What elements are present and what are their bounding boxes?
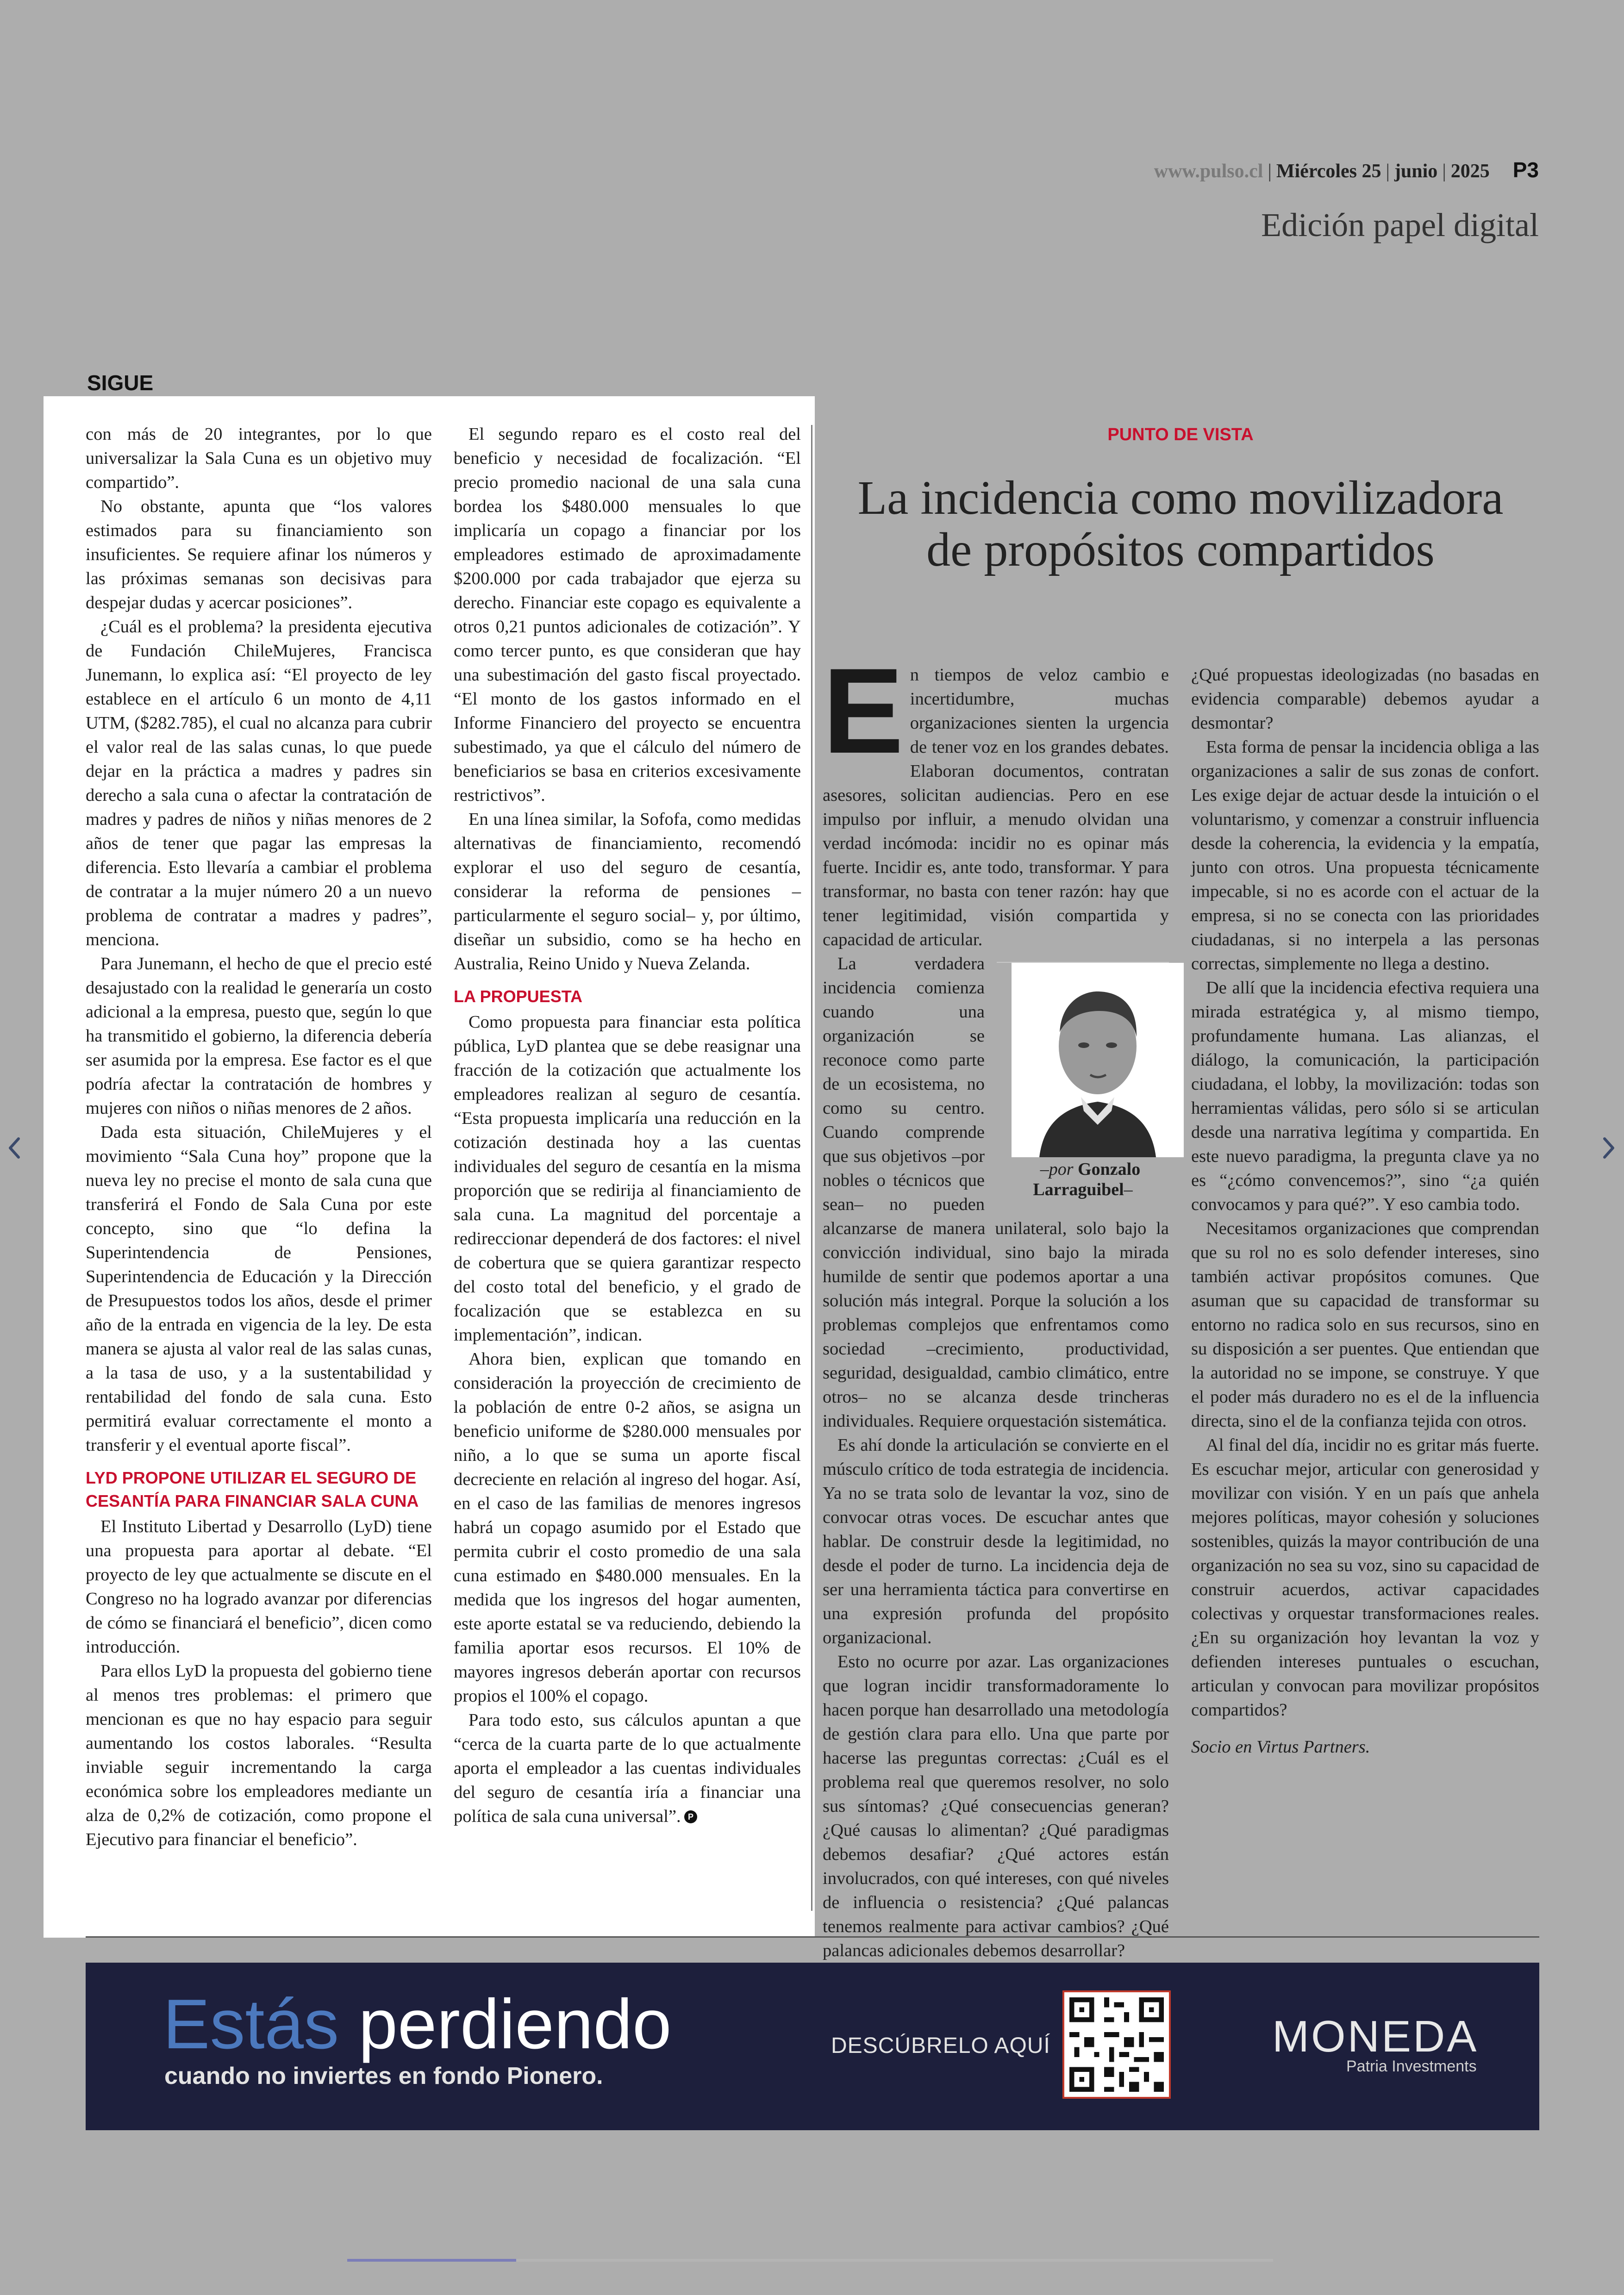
opinion-headline: La incidencia como movilizadora de propósitos compartidos (857, 471, 1504, 576)
chevron-right-icon (1595, 1129, 1623, 1166)
paragraph: Dada esta situación, ChileMujeres y el movimiento “Sala Cuna hoy” propone que la nueva ley no precise el monto de sala cuna que transferirá el Fondo de Sala Cuna por este concepto, sino que “lo defina la Superintendencia de Pensiones, Superintendencia de Educación y la Dirección de Presupuestos todos los años, desde el primer año de la entrada en vigencia de la ley. De esta manera se ajusta al valor real de las salas cunas, a la tasa de uso, y a la sustentabilidad y rentabilidad del fondo de sala cuna. Esto permitirá evaluar correctamente el monto a transferir y el eventual aporte fiscal”. (86, 1123, 432, 1455)
paragraph: El Instituto Libertad y Desarrollo (LyD) tiene una propuesta para aportar al debate. “El proyecto de ley que actualmente se discute en el Congreso no ha logrado avanzar por diferencias de cómo se financiará el beneficio”, dicen como introducción. (86, 1517, 432, 1657)
opinion-column-1 (823, 643, 1169, 1963)
paragraph: ¿Cuál es el problema? la presidenta ejecutiva de Fundación ChileMujeres, Francisca Junemann, lo explica así: “El proyecto de ley establece en el artículo 6 un monto de 4,11 UTM, ($282.785), el cual no alcanza para cubrir el valor real de las salas cunas, lo que puede dejar en la práctica a madres y padres sin derecho a sala cuna o afectar la contratación de madres y padres de niños y niñas menores de 2 años de tener que pagar las empresas la diferencia. Esto llevaría a cambiar el problema de contratar a la mujer número 20 a un nuevo problema de contratar a madres y padres”, menciona. (86, 617, 432, 949)
page-number: P3 (1512, 158, 1539, 182)
paragraph: No obstante, apunta que “los valores estimados para su financiamiento son insuficientes. Se requiere afinar los números y las próximas semanas son decisivas para despejar dudas y acercar posiciones”. (86, 497, 432, 612)
paragraph: Para ellos LyD la propuesta del gobierno tiene al menos tres problemas: el primero que mencionan es que no hay espacio para seguir aumentando los costos laborales. “Resulta inviable seguir incrementando la carga económica sobre los empleadores mediante un alza de 0,2% de cotización, como propone el Ejecutivo para financiar el beneficio”. (86, 1661, 432, 1849)
opinion-column-2 (1191, 663, 1539, 1759)
paragraph (454, 1708, 801, 1828)
chevron-left-icon (0, 1129, 28, 1166)
site-url[interactable]: www.pulso.cl (1154, 161, 1263, 182)
ad-brand-subtitle: Patria Investments (1346, 2058, 1477, 2075)
column-divider (811, 425, 812, 1911)
left-article-column-1 (86, 422, 432, 1852)
ad-brand-logo: MONEDA (1272, 2012, 1479, 2061)
paragraph-text: La verdadera incidencia comienza cuando una organización se reconoce como parte de un ecosistema, no como su centro. Cuando comprende que sus objetivos –por nobles o técnicos que sean– no pueden alcanzarse de manera unilateral, solo bajo la convicción individual, sino bajo la mirada humilde de sentir que podemos aportar a una solución más integral. Porque la solución a los problemas complejos que enfrentamos como sociedad –crecimiento, productividad, seguridad, desigualdad, cambio climático, entre otros– no se alcanza desde trincheras individuales. Requiere orquestación sistemática. (823, 954, 1169, 1431)
qr-code-graphic (1064, 1992, 1169, 2097)
paragraph: Es ahí donde la articulación se convierte en el músculo crítico de toda estrategia de incidencia. Ya no se trata solo de levantar la voz, sino de convocar otras voces. De escuchar antes que hablar. De construir desde la legitimidad, no desde el poder de turno. La incidencia deja de ser una herramienta táctica para convertirse en una expresión profunda del propósito organizacional. (823, 1435, 1169, 1647)
paragraph: ¿Qué propuestas ideologizadas (no basadas en evidencia comparable) debemos ayudar a desmontar? (1191, 665, 1539, 733)
paragraph-text: Para todo esto, sus cálculos apuntan a que “cerca de la cuarta parte de lo que actualmente aporta el empleador a las cuentas individuales del seguro de cesantía iría a financiar una política de sala cuna universal”. (454, 1710, 801, 1826)
author-portrait (997, 962, 1169, 1157)
paragraph: Al final del día, incidir no es gritar más fuerte. Es escuchar mejor, articular con generosidad y movilizar con visión. Y en un país que anhela mejores políticas, mayor cohesión y soluciones sostenibles, quizás la mayor contribución de una organización no sea su voz, sino su capacidad de construir acuerdos, activar capacidades colectivas y orquestar transformaciones reales. ¿En su organización hoy levantan la voz y defienden intereses puntuales o escuchan, articulan y convocan para movilizar propósitos compartidos? (1191, 1435, 1539, 1720)
paragraph: Como propuesta para financiar esta política pública, LyD plantea que se debe reasignar una fracción de la cotización que actualmente los empleadores realizan al seguro de cesantía. “Esta propuesta implicaría una reducción en la cotización destinada hoy a las cuentas individuales del seguro de cesantía en la misma proporción que se redirija al financiamiento de sala cuna. La magnitud del porcentaje a redireccionar dependerá de dos factores: el nivel de cobertura que se quiera garantizar respecto del costo total del beneficio, y el grado de focalización que se establezca en su implementación”, indican. (454, 1012, 801, 1345)
date-day: Miércoles 25 (1276, 161, 1381, 182)
paragraph: Esto no ocurre por azar. Las organizaciones que logran incidir transformadoramente lo hacen porque han desarrollado una metodología de gestión clara para ello. Una que parte por hacerse las preguntas correctas: ¿Cuál es el problema real que queremos resolver, no solo sus síntomas? ¿Qué consecuencias generan? ¿Qué causas lo alimentan? ¿Qué paradigmas debemos desafiar? ¿Qué actores están involucrados, con qué intereses, con qué niveles de influencia o resistencia? ¿Qué palancas tenemos realmente para activar cambios? ¿Qué palancas adicionales debemos desarrollar? (823, 1652, 1169, 1960)
edition-label: Edición papel digital (1261, 206, 1539, 243)
page-scroll-thumb[interactable] (347, 2259, 516, 2262)
author-portrait-image (1012, 963, 1184, 1157)
paragraph: Para Junemann, el hecho de que el precio esté desajustado con la realidad le generaría un costo adicional a la empresa, puesto que, según lo que ha transmitido el gobierno, la diferencia debería ser asumida por la empresa. Ese factor es el que podría afectar la contratación de hombres y mujeres con niños o niñas menores de 2 años. (86, 954, 432, 1118)
section-kicker: PUNTO DE VISTA (1107, 425, 1254, 444)
byline-prefix: –por (1040, 1160, 1074, 1179)
pulso-end-mark-icon (684, 1810, 698, 1824)
paragraph: Ahora bien, explican que tomando en consideración la proyección de crecimiento de la población de entre 0-2 años, se asigna un beneficio uniforme de $280.000 mensuales por niño, a lo que se suma un aporte fiscal decreciente en relación al ingreso del hogar. Así, en el caso de las familias de menores ingresos habrá un copago asumido por el Estado que permita cubrir el costo promedio de una sala cuna estimado en $480.000 mensuales. En la medida que los ingresos del hogar aumenten, este aporte estatal se va reduciendo, debiendo la familia aportar esos recursos. El 10% de mayores ingresos deberán aportar con recursos propios el 100% el copago. (454, 1349, 801, 1706)
paragraph: Necesitamos organizaciones que comprendan que su rol no es solo defender intereses, sino también activar propósitos comunes. Que asuman que su capacidad de transformar su entorno no radica solo en sus recursos, sino en su disposición a ser puentes. Que entiendan que la autoridad no se impone, se construye. Y que el poder más duradero no es el de la influencia directa, sino el de la confianza tejida con otros. (1191, 1219, 1539, 1431)
end-mark-letter: P (687, 1812, 693, 1821)
author-byline (997, 1159, 1169, 1200)
masthead: www.pulso.cl | Miércoles 25 | junio | 2025 P3 (1154, 158, 1539, 182)
page-bottom-rule (86, 1936, 1539, 1938)
paragraph: con más de 20 integrantes, por lo que universalizar la Sala Cuna es un objetivo muy compartido”. (86, 424, 432, 492)
paragraph: Esta forma de pensar la incidencia obliga a las organizaciones a salir de sus zonas de confort. Les exige dejar de actuar desde la intuición o el voluntarismo, y comenzar a construir influencia desde la coherencia, la evidencia y la empatía, junto con otros. Una propuesta técnicamente impecable, si no es acorde con el actuar de la empresa, si no se conecta con las prioridades ciudadanas, si no interpela a las personas correctas, simplemente no llega a destino. (1191, 737, 1539, 973)
author-name: Gonzalo Larraguibel (1033, 1160, 1141, 1199)
byline-suffix: – (1124, 1180, 1133, 1199)
qr-code-icon[interactable] (1062, 1990, 1171, 2099)
subheading: LA PROPUESTA (454, 987, 583, 1006)
continuation-label: SIGUE (87, 371, 154, 395)
paragraph (823, 952, 1169, 1433)
drop-cap: E (823, 643, 904, 779)
date-year: 2025 (1450, 161, 1490, 182)
previous-page-button[interactable] (0, 1129, 28, 1166)
paragraph: n tiempos de veloz cambio e incertidumbre, muchas organizaciones sienten la urgencia de tener voz en los grandes debates. Elaboran documentos, contratan asesores, solicitan audiencias. Pero en ese impulso por influir, a menudo olvidan una verdad incómoda: incidir no es opinar más fuerte. Incidir es, ante todo, transformar. Y para transformar, no basta con tener razón: hay que tener legitimidad, visión compartida y capacidad de articular. (823, 665, 1169, 949)
ad-headline-word-1: Estás (163, 1985, 339, 2064)
paragraph: De allí que la incidencia efectiva requiera una mirada estratégica y, al mismo tiempo, profundamente humana. Las alianzas, el diálogo, la comunicación, la participación ciudadana, el lobby, la movilización: todas son herramientas válidas, pero sólo si se articulan desde una narrativa legítima y compartida. En este nuevo paradigma, la pregunta clave ya no es “¿cómo convencemos?”, sino “¿a quién convocamos y para qué?”. Y eso cambia todo. (1191, 978, 1539, 1214)
ad-headline-word-2: perdiendo (358, 1985, 672, 2064)
paragraph: En una línea similar, la Sofofa, como medidas alternativas de financiamiento, recomendó explorar el uso del seguro de cesantía, considerar la reforma de pensiones –particularmente el seguro social– y, por último, diseñar un subsidio, como se ha hecho en Australia, Reino Unido y Nueva Zelanda. (454, 810, 801, 973)
date-month: junio (1394, 161, 1438, 182)
paragraph: El segundo reparo es el costo real del beneficio y necesidad de focalización. “El precio promedio nacional de una sala cuna bordea los $480.000 mensuales lo que implicaría un copago a financiar por los empleadores estimado de aproximadamente $200.000 por cada trabajador que ejerza su derecho. Financiar este copago es equivalente a otros 0,21 puntos adicionales de cotización”. Y como tercer punto, es que consideran que hay una subestimación del gasto fiscal proyectado. “El monto de los gastos informado en el Informe Financiero del proyecto se encuentra subestimado, ya que el cálculo del número de beneficiarios se basa en criterios excesivamente restrictivos”. (454, 424, 801, 805)
ad-tagline: cuando no inviertes en fondo Pionero. (164, 2063, 603, 2089)
author-signature: Socio en Virtus Partners. (1191, 1737, 1370, 1757)
ad-headline (163, 1985, 672, 2064)
left-article-column-2 (454, 422, 801, 1828)
subheading: LYD PROPONE UTILIZAR EL SEGURO DE CESANTÍA PARA FINANCIAR SALA CUNA (86, 1468, 419, 1510)
next-page-button[interactable] (1595, 1129, 1623, 1166)
ad-cta-link[interactable]: DESCÚBRELO AQUÍ (831, 2033, 1050, 2058)
author-photo-block (997, 962, 1169, 1203)
